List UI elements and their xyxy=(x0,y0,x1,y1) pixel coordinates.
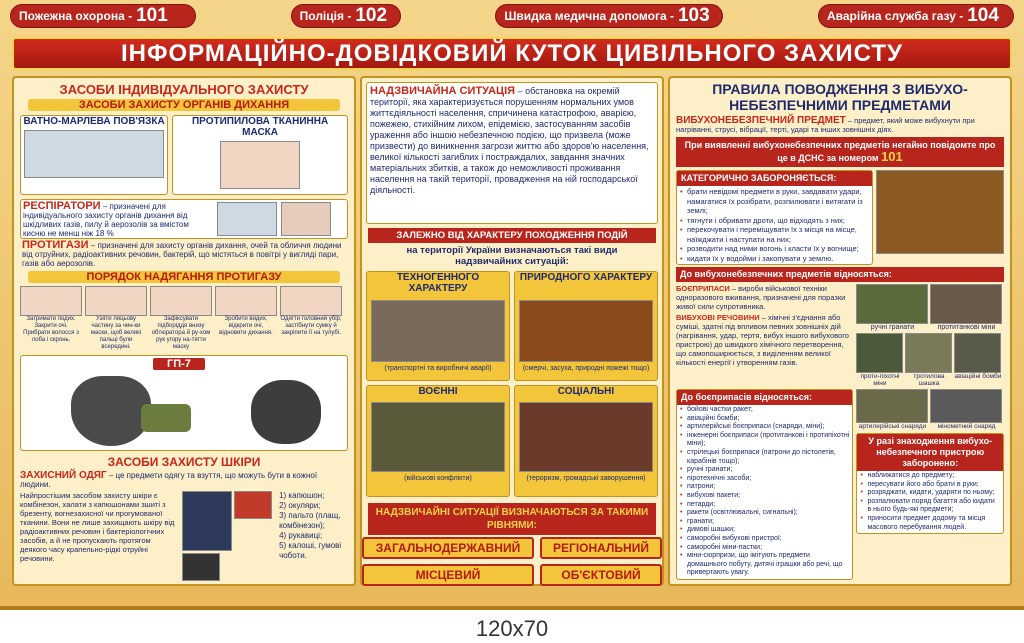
clothing-item: 2) окуляри; xyxy=(279,501,321,510)
gauze-bandage-title: ВАТНО-МАРЛЕВА ПОВ'ЯЗКА xyxy=(23,116,165,127)
step-1-text: Затримати подих. Закрити очі. Прибрати волосся з лоба і скронь. xyxy=(23,316,79,343)
step-4-image xyxy=(215,286,277,316)
emergency-heading: НАДЗВИЧАЙНА СИТУАЦІЯ xyxy=(370,85,516,97)
belong-heading: До вибухонебезпечних предметів відносяться: xyxy=(676,267,1004,282)
skin-protection-heading: ЗАСОБИ ЗАХИСТУ ШКІРИ xyxy=(107,455,261,469)
type-technogenic-image xyxy=(371,300,505,362)
level-local: МІСЦЕВИЙ xyxy=(362,564,534,586)
ammo-item: • інженерні боєприпаси (протитанкові і протипіхотні міни); xyxy=(680,432,849,449)
photo-bombs-label: авіаційні бомби xyxy=(954,373,1002,380)
report-notice-number: 101 xyxy=(881,149,903,164)
ammo-item: • патрони; xyxy=(680,483,849,492)
photo-mortar xyxy=(930,389,1002,430)
step-2-text: Узяти лицьову частину за чин-ки маски, щоб великі пальці були всередині. xyxy=(90,316,142,350)
types-grid xyxy=(362,271,662,497)
photo-antitank-label: протитанкові міни xyxy=(937,324,996,331)
ammo-item: • піротехнічні засоби; xyxy=(680,475,849,484)
photo-grenades-label: ручні гранати xyxy=(870,324,915,331)
clothing-item: 4) рукавиці; xyxy=(279,531,323,540)
ammo-item: • ракети (освітлювальні, сигнальні); xyxy=(680,509,849,518)
respirators-description: – призначені для індивідуального захисту органів дихання від шкідливих газів, пилу й аерозолів за вмістом кисню не менш ніж 18 % xyxy=(23,202,189,238)
ammo-item: • саморобні вибухові пристрої; xyxy=(680,535,849,544)
gloves-image xyxy=(234,491,272,519)
dust-mask-card xyxy=(172,115,348,195)
right-column xyxy=(668,76,1012,586)
gp7-label: ГП-7 xyxy=(153,358,205,370)
step-3-text: Зафіксувати підборіддя внизу обтюратора й ру-хом рук угору на-тягти маску xyxy=(151,316,211,350)
ammo-definitions xyxy=(676,284,853,387)
type-technogenic-name: ТЕХНОГЕННОГО ХАРАКТЕРУ xyxy=(396,272,480,294)
forbid-list xyxy=(677,186,872,264)
protective-clothing-heading: ЗАХИСНИЙ ОДЯГ xyxy=(20,470,107,481)
ppe-heading: ЗАСОБИ ІНДИВІДУАЛЬНОГО ЗАХИСТУ xyxy=(59,82,309,97)
ammo-photos-2 xyxy=(856,389,1004,430)
forbid-list-box xyxy=(676,170,873,265)
report-notice-text: При виявленні вибухонебезпечних предметів негайно повідомте про це в ДСНС за номером xyxy=(684,140,996,163)
ammo-right-col xyxy=(856,389,1004,580)
respiratory-items xyxy=(14,113,354,197)
step-3-image xyxy=(150,286,212,316)
gas-mask-image xyxy=(71,376,151,446)
phone-police-label: Поліція - xyxy=(299,9,352,23)
respirator-person-image xyxy=(281,202,331,236)
phone-police-number: 102 xyxy=(355,5,388,26)
found-heading: У разі знаходження вибухо-небезпечного пристрою заборонено: xyxy=(857,434,1003,471)
clothing-items-list xyxy=(279,491,348,581)
dust-mask-image xyxy=(220,141,300,189)
emergency-phones xyxy=(10,4,1014,30)
found-item: • пересувати його або брати в руки; xyxy=(860,481,1000,490)
ammo-item: • міни-сюрпризи, що імітують предмети домашнього побуту, дитячі іграшки або речі, що привертають увагу. xyxy=(680,552,849,578)
photo-mortar-image xyxy=(930,389,1002,423)
clothing-images xyxy=(182,491,276,581)
clothing-block xyxy=(14,491,354,581)
respirators-heading: РЕСПІРАТОРИ xyxy=(23,200,101,212)
phone-medical-number: 103 xyxy=(677,5,710,26)
step-1-image xyxy=(20,286,82,316)
type-natural xyxy=(514,271,658,381)
type-social-image xyxy=(519,402,653,472)
respirator-image xyxy=(217,202,277,236)
level-object: ОБ'ЄКТОВИЙ xyxy=(540,564,662,586)
found-item: • наближатися до предмету; xyxy=(860,472,1000,481)
step-3 xyxy=(150,286,212,351)
gas-mask-steps xyxy=(14,286,354,351)
photo-mortar-label: мінометний снаряд xyxy=(937,423,996,430)
ammo-item: • гранати; xyxy=(680,518,849,527)
ammo-item: • авіаційні бомби; xyxy=(680,415,849,424)
step-2 xyxy=(85,286,147,351)
photo-tnt xyxy=(905,333,952,387)
respirators-block xyxy=(20,199,348,239)
gp7-block xyxy=(20,355,348,451)
respirators-text xyxy=(23,202,213,236)
photo-tnt-label: тротилова шашка xyxy=(913,373,945,387)
ammo-item: • петарди; xyxy=(680,501,849,510)
ammo-definition xyxy=(676,284,853,311)
report-notice xyxy=(676,137,1004,167)
step-2-image xyxy=(85,286,147,316)
type-technogenic-note: (транспортні та виробничі аварії) xyxy=(384,365,492,372)
type-natural-image xyxy=(519,300,653,362)
step-4-text: Зробити видих, відкрити очі, відновити дихання. xyxy=(219,316,273,336)
ammo-item: • димові шашки; xyxy=(680,526,849,535)
level-national: ЗАГАЛЬНОДЕРЖАВНИЙ xyxy=(362,537,534,559)
phone-fire-number: 101 xyxy=(136,5,168,26)
found-list xyxy=(857,471,1003,533)
emergency-definition xyxy=(366,82,658,224)
gauze-bandage-image xyxy=(24,130,164,178)
ammo-item: • саморобні міни-пастки; xyxy=(680,544,849,553)
forbid-item: • тягнути і обривати дроти, що відходять з них; xyxy=(680,216,869,226)
clothing-item: 1) капюшон; xyxy=(279,491,325,500)
forbid-item: • розводити над ними вогонь і класти їх у вогнище; xyxy=(680,244,869,254)
type-social xyxy=(514,385,658,497)
gauze-bandage-card xyxy=(20,115,168,195)
explosive-object-heading: ВИБУХОНЕБЕЗПЕЧНИЙ ПРЕДМЕТ xyxy=(676,115,846,126)
respiratory-heading: ЗАСОБИ ЗАХИСТУ ОРГАНІВ ДИХАННЯ xyxy=(28,99,340,111)
phone-medical-label: Швидка медична допомога - xyxy=(504,9,674,23)
explosives-definition xyxy=(676,313,853,367)
origin-heading: ЗАЛЕЖНО ВІД ХАРАКТЕРУ ПОХОДЖЕННЯ ПОДІЙ xyxy=(368,228,656,243)
photo-tnt-image xyxy=(905,333,952,373)
explosive-rules-heading: ПРАВИЛА ПОВОДЖЕННЯ З ВИБУХО-НЕБЕЗПЕЧНИМИ ПРЕДМЕТАМИ xyxy=(712,81,968,113)
phone-police xyxy=(291,4,401,28)
step-4 xyxy=(215,286,277,351)
photo-antipersonnel-label: проти-піхотні міни xyxy=(860,373,900,387)
explosion-image xyxy=(876,170,1004,254)
forbid-item: • брати невідомі предмети в руки, завдавати удари, намагатися їх розібрати, розпилювати і витягати із землі; xyxy=(680,187,869,216)
step-5-text: Одягти головний убір, застібнути сумку й закріпити її на тулубі. xyxy=(280,316,342,336)
photo-shells-image xyxy=(856,389,928,423)
left-column xyxy=(12,76,356,586)
explosive-object-text: – предмет, який може вибухнути при нагріванні, струсі, вібрації, терті, ударі та інших зовнішніх діях. xyxy=(676,116,975,134)
gas-masks-heading: ПРОТИГАЗИ xyxy=(22,239,89,251)
level-regional: РЕГІОНАЛЬНИЙ xyxy=(540,537,662,559)
suit-image xyxy=(182,491,232,551)
type-natural-name: ПРИРОДНОГО ХАРАКТЕРУ xyxy=(519,272,653,283)
protective-clothing-text xyxy=(20,471,348,489)
middle-column xyxy=(360,76,664,586)
photo-antipersonnel-image xyxy=(856,333,903,373)
ammo-item: • бойові частки ракет; xyxy=(680,406,849,415)
step-5 xyxy=(280,286,342,351)
photo-antitank-image xyxy=(930,284,1002,324)
dust-mask-title: ПРОТИПИЛОВА ТКАНИННА МАСКА xyxy=(191,116,329,138)
gas-mask-filter-image xyxy=(141,404,191,432)
found-item: • розпалювати поряд багаття або кидати в нього будь-які предмети; xyxy=(860,498,1000,515)
ammo-text: – вироби військової техніки одноразового вживання, призначені для поразки живої сили супротивника. xyxy=(676,284,846,311)
photo-antipersonnel xyxy=(856,333,903,387)
ammo-list-heading: До боєприпасів відносяться: xyxy=(677,390,852,405)
gas-masks-text xyxy=(22,241,346,268)
photo-grenades-image xyxy=(856,284,928,324)
gas-mask-side-image xyxy=(251,380,321,444)
forbid-block xyxy=(676,170,1004,265)
ammo-list-block xyxy=(676,389,1004,580)
type-military-note: (військові конфлікти) xyxy=(404,475,472,482)
photo-shells xyxy=(856,389,928,430)
explosives-heading: ВИБУХОВІ РЕЧОВИНИ xyxy=(676,313,760,322)
ammo-item: • вибухові пакети; xyxy=(680,492,849,501)
type-natural-note: (смерчі, засуха, природні пожежі тощо) xyxy=(522,365,650,372)
clothing-item: 3) пальто (плащ, комбінезон); xyxy=(279,511,341,530)
type-military-name: ВОЄННІ xyxy=(418,386,458,397)
ammo-item: • ручні гранати; xyxy=(680,466,849,475)
gas-mask-order-heading: ПОРЯДОК НАДЯГАННЯ ПРОТИГАЗУ xyxy=(28,271,340,283)
protective-clothing-subtitle: – це предмети одягу та взуття, що можуть бути в кожної людини. xyxy=(20,471,318,489)
ammo-block xyxy=(676,284,1004,387)
ammo-list xyxy=(677,405,852,579)
phone-gas-label: Аварійна служба газу - xyxy=(826,9,964,23)
forbid-item: • перекочувати і переміщувати їх з місця на місце, наїжджати і наступати на них; xyxy=(680,225,869,244)
explosive-object-definition xyxy=(676,116,1004,134)
forbid-item: • кидати їх у водойми і закопувати у землю. xyxy=(680,254,869,264)
ammo-photos xyxy=(856,284,1004,387)
gas-masks-description: – призначені для захисту органів дихання, очей та обличчя людини від отруйних, радіоактивних речовин, бактерій, що містяться в повітрі у вигляді пари, газів або аерозолів. xyxy=(22,241,342,268)
boots-image xyxy=(182,553,220,581)
forbid-heading: КАТЕГОРИЧНО ЗАБОРОНЯЄТЬСЯ: xyxy=(677,171,872,186)
found-item: • розряджати, кидати, ударяти по ньому; xyxy=(860,489,1000,498)
clothing-item: 5) калоші, гумові чоботи. xyxy=(279,541,342,560)
emergency-text: – обстановка на окремій території, яка характеризується порушенням нормальних умов життєдіяльності населення, спричинена катастрофою, аварією, пожежею, стихійним лихом, епідемією, застосуванням засобів ураження або іншою небезпечною подією, що призвела (може призвести) до виникнення загрози життю або здоров'ю населення, великої кількості загиблих і постраждалих, завдання значних матеріальних збитків, а також до неможливості проживання населення на такій території, провадження на ній господарської діяльності. xyxy=(370,86,649,195)
phone-fire xyxy=(10,4,196,28)
photo-bombs-image xyxy=(954,333,1001,373)
found-item: • приносити предмет додому та місця масового перебування людей. xyxy=(860,515,1000,532)
phone-gas xyxy=(818,4,1014,28)
type-military xyxy=(366,385,510,497)
clothing-paragraph: Найпростішим засобом захисту шкіри є комбінезон, халати з капюшонами зшиті з брезенту, вогнезахисної чи прогумованої тканини. Вони не лише захищають шкіру від радіоактивних речовин і бактеріологічних засобів, а й не пропускають протягом деякого часу крапельно-рідкі отруйні речовини. xyxy=(20,491,175,563)
type-military-image xyxy=(371,402,505,472)
explosives-text: – хімічні з'єднання або суміші, здатні під впливом певних зовнішніх дій (нагрівання, удар, тертя, вибух іншого вибухового пристрою) до швидкого хімічного перетворення, що самопоширюється, з виділенням великої кількості енергії і утворенням газів. xyxy=(676,313,849,367)
origin-text: на території України визначаються такі види надзвичайних ситуацій: xyxy=(406,245,618,267)
phone-fire-label: Пожежна охорона - xyxy=(19,9,133,23)
phone-medical xyxy=(495,4,723,28)
photo-shells-label: артилерійські снаряди xyxy=(858,423,927,430)
ammo-item: • артилерійські боєприпаси (снаряди, міни); xyxy=(680,423,849,432)
step-1 xyxy=(20,286,82,351)
type-technogenic xyxy=(366,271,510,381)
levels-heading: НАДЗВИЧАЙНІ СИТУАЦІЇ ВИЗНАЧАЮТЬСЯ ЗА ТАКИМИ РІВНЯМИ: xyxy=(368,503,656,535)
photo-grenades xyxy=(856,284,928,331)
ammo-item: • стрілецькі боєприпаси (патрони до пістолетів, карабінів тощо); xyxy=(680,449,849,466)
phone-gas-number: 104 xyxy=(967,5,999,26)
size-label: 120x70 xyxy=(475,616,549,641)
ammo-list-box xyxy=(676,389,853,580)
found-box xyxy=(856,433,1004,534)
type-social-name: СОЦІАЛЬНІ xyxy=(557,386,615,397)
step-5-image xyxy=(280,286,342,316)
photo-antitank xyxy=(930,284,1002,331)
poster-title: ІНФОРМАЦІЙНО-ДОВІДКОВИЙ КУТОК ЦИВІЛЬНОГО ЗАХИСТУ xyxy=(12,37,1012,70)
photo-bombs xyxy=(954,333,1001,387)
ammo-heading: БОЄПРИПАСИ xyxy=(676,284,730,293)
type-social-note: (тероризм, громадські заворушення) xyxy=(526,475,646,482)
